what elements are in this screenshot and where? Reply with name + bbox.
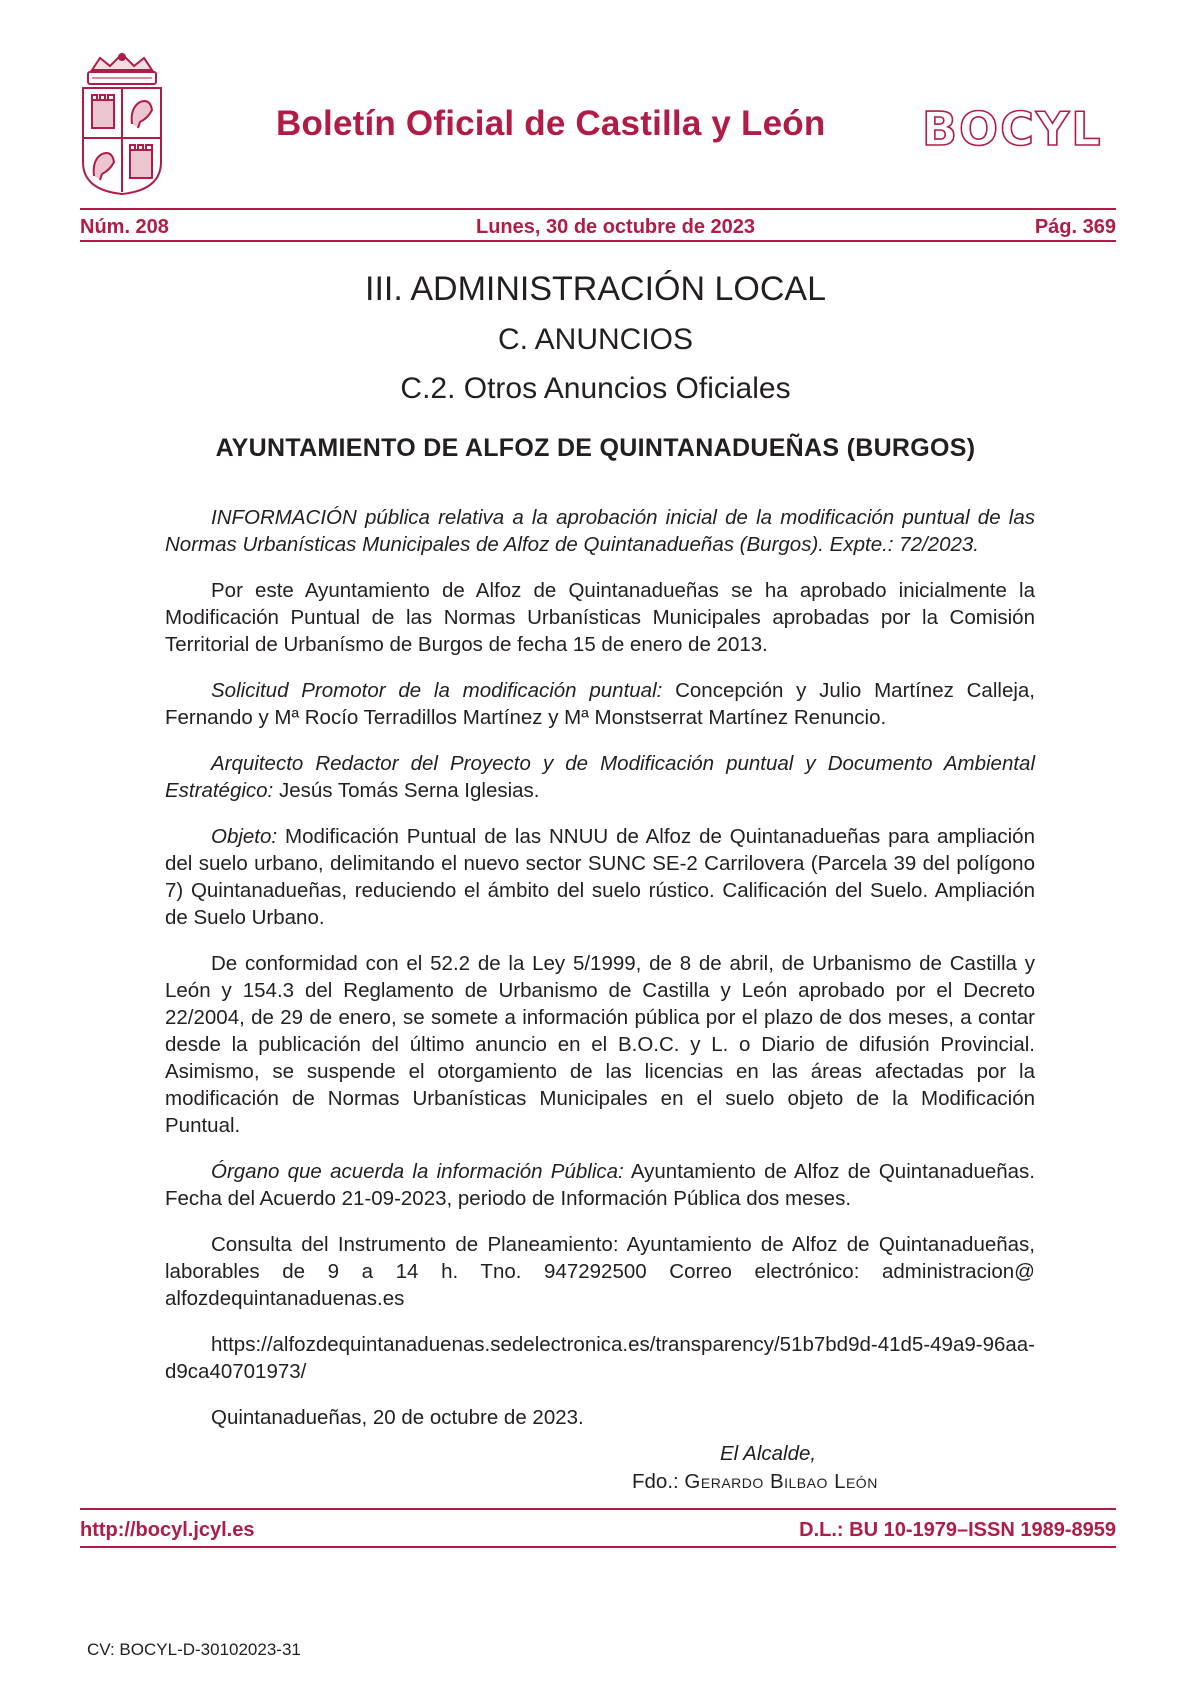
header-rule-bottom [80, 240, 1116, 242]
architect-paragraph [165, 750, 1035, 804]
footer-url-link[interactable]: http://bocyl.jcyl.es [80, 1519, 255, 1541]
entity-heading: AYUNTAMIENTO DE ALFOZ DE QUINTANADUEÑAS (BURGOS) [215, 434, 976, 462]
header-rule-top [80, 208, 1116, 210]
place-date: Quintanadueñas, 20 de octubre de 2023. [211, 1406, 584, 1429]
architect-text: Jesús Tomás Serna Iglesias. [273, 779, 540, 802]
page-number: Pág. 369 [1034, 216, 1116, 238]
signatory-role: El Alcalde, [720, 1442, 817, 1465]
consultation-paragraph: Consulta del Instrumento de Planeamiento: Ayuntamiento de Alfoz de Quintanadueñas, laborables de 9 a 14 h. Tno. 947292500 Correo electrónico: administracion@ alfozdequintanaduenas.es [165, 1233, 1035, 1310]
cv-code: CV: BOCYL-D-30102023-31 [87, 1640, 301, 1659]
issue-number: Núm. 208 [80, 216, 169, 238]
signatory-prefix: Fdo.: [632, 1470, 685, 1493]
object-label: Objeto: [211, 825, 278, 848]
announcement-body [165, 504, 1035, 1450]
issue-date: Lunes, 30 de octubre de 2023 [476, 216, 755, 238]
object-paragraph [165, 823, 1035, 931]
bulletin-title: Boletín Oficial de Castilla y León [276, 104, 826, 143]
conformity-paragraph: De conformidad con el 52.2 de la Ley 5/1999, de 8 de abril, de Urbanismo de Castilla y León y 154.3 del Reglamento de Urbanismo de Castilla y León aprobado por el Decreto 22/2004, de 29 de enero, se somete a información pública por el plazo de dos meses, a contar desde la publicación del último anuncio en el B.O.C. y L. o Diario de difusión Provincial. Asimismo, se suspende el otorgamiento de las licencias en las áreas afectadas por la modificación de Normas Urbanísticas Municipales en el suelo objeto de la Modificación Puntual. [165, 952, 1035, 1137]
promoter-text: Concepción y Julio Martínez Calleja, Fernando y Mª Rocío Terradillos Martínez y Mª Monstserrat Martínez Renuncio. [165, 679, 1035, 729]
signatory-name: Gerardo Bilbao León [684, 1470, 878, 1493]
object-text: Modificación Puntual de las NNUU de Alfoz de Quintanadueñas para ampliación del suelo urbano, delimitando el nuevo sector SUNC SE-2 Carrilovera (Parcela 39 del polígono 7) Quintanadueñas, reduciendo el ámbito del suelo rústico. Calificación del Suelo. Ampliación de Suelo Urbano. [165, 825, 1035, 929]
organ-label: Órgano que acuerda la información Pública: [211, 1160, 624, 1183]
summary-paragraph: INFORMACIÓN pública relativa a la aprobación inicial de la modificación puntual de las Normas Urbanísticas Municipales de Alfoz de Quintanadueñas (Burgos). Expte.: 72/2023. [165, 506, 1035, 556]
coat-of-arms-crest-icon [78, 52, 166, 197]
bocyl-logo: BOCYL [922, 102, 1103, 156]
footer-rule-bottom [80, 1546, 1116, 1548]
legal-deposit: D.L.: BU 10-1979–ISSN 1989-8959 [799, 1519, 1116, 1541]
architect-label: Arquitecto Redactor del Proyecto y de Modificación puntual y Documento Ambiental Estratégico: [165, 752, 1035, 802]
organ-text: Ayuntamiento de Alfoz de Quintanadueñas. Fecha del Acuerdo 21-09-2023, periodo de Información Pública dos meses. [165, 1160, 1035, 1210]
signatory-line [632, 1470, 878, 1494]
body-paragraph: Por este Ayuntamiento de Alfoz de Quintanadueñas se ha aprobado inicialmente la Modificación Puntual de las Normas Urbanísticas Municipales aprobadas por la Comisión Territorial de Urbanísmo de Burgos de fecha 15 de enero de 2013. [165, 579, 1035, 656]
footer-rule-top [80, 1508, 1116, 1510]
organ-paragraph [165, 1158, 1035, 1212]
transparency-link[interactable]: https://alfozdequintanaduenas.sedelectronica.es/transparency/51b7bd9d-41d5-49a9-96aa-d9ca40701973/ [165, 1333, 1036, 1383]
section-heading: III. ADMINISTRACIÓN LOCAL [365, 270, 826, 308]
promoter-label: Solicitud Promotor de la modificación puntual: [211, 679, 663, 702]
subsection-heading: C. ANUNCIOS [497, 323, 694, 356]
promoter-paragraph [165, 677, 1035, 731]
subsubsection-heading: C.2. Otros Anuncios Oficiales [400, 372, 791, 405]
